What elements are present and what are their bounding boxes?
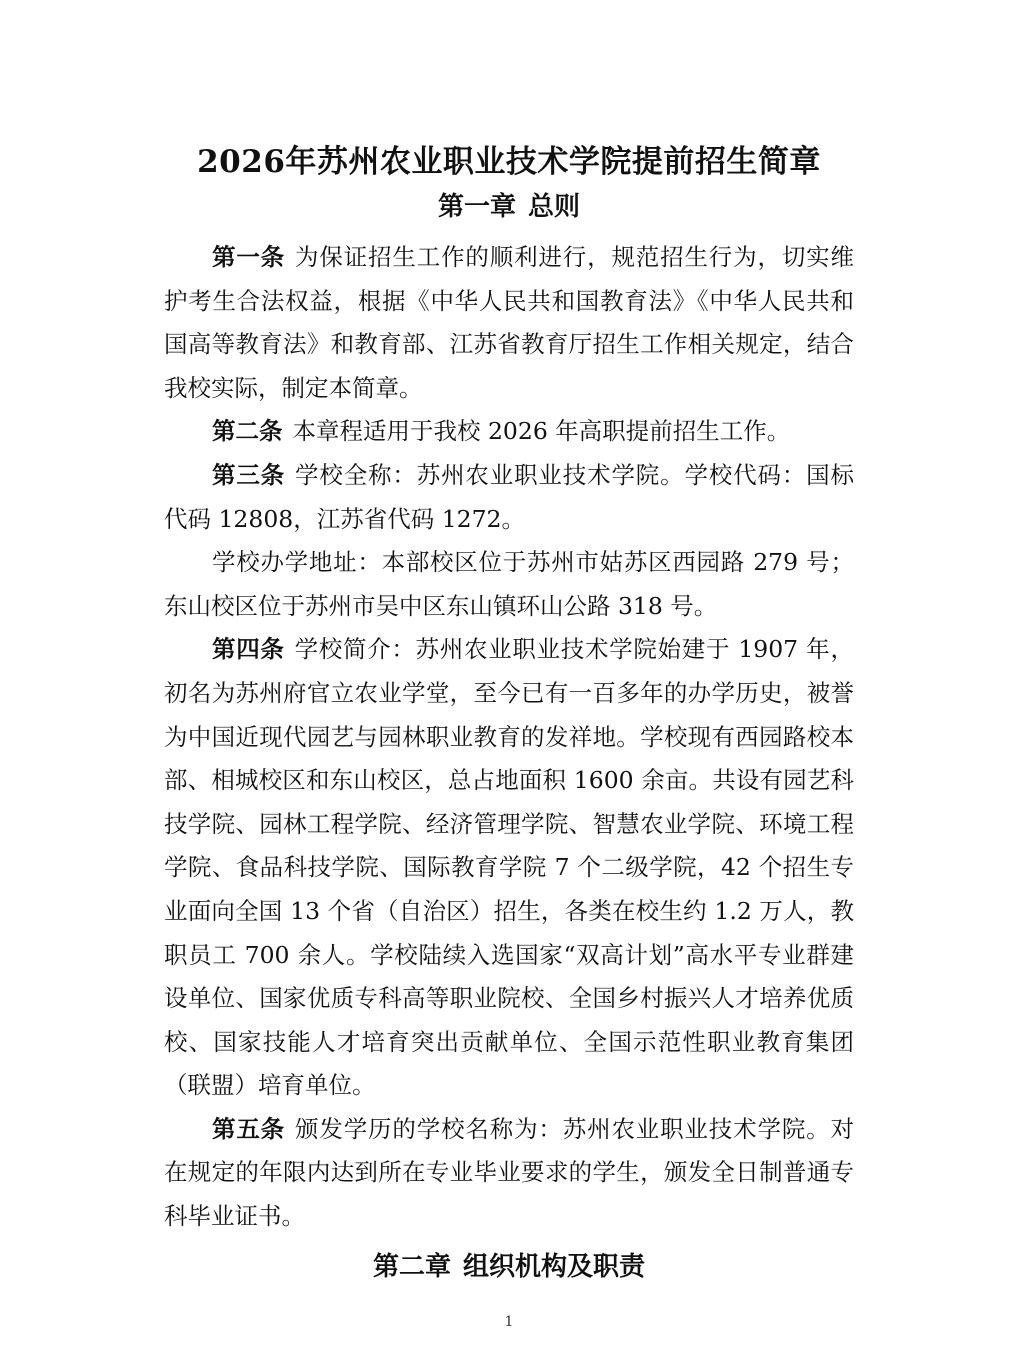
chapter-name: 总则 — [528, 192, 581, 222]
article-label: 第一条 — [212, 243, 286, 271]
article-paragraph — [164, 410, 854, 454]
chapter-heading-2 — [0, 1246, 1018, 1283]
document-body — [164, 236, 854, 1239]
article-label: 第三条 — [212, 460, 286, 489]
article-text: 颁发学历的学校名称为：苏州农业职业技术学院。对在规定的年限内达到所在专业毕业要求的学生，颁发全日制普通专科毕业证书。 — [164, 1114, 855, 1231]
article-paragraph — [164, 628, 854, 1108]
article-paragraph — [164, 236, 854, 410]
chapter-name: 组织机构及职责 — [463, 1252, 646, 1282]
article-label: 第二条 — [212, 417, 283, 446]
article-text: 本章程适用于我校 2026 年高职提前招生工作。 — [292, 417, 791, 446]
article-paragraph — [164, 1108, 854, 1239]
chapter-number: 第一章 — [437, 192, 516, 222]
chapter-number: 第二章 — [372, 1252, 451, 1282]
article-paragraph — [164, 454, 854, 541]
article-label: 第四条 — [212, 635, 285, 664]
chapter-heading-1 — [0, 186, 1018, 223]
article-text: 学校简介：苏州农业职业技术学院始建于 1907 年，初名为苏州府官立农业学堂，至今已有一百多年的办学历史，被誉为中国近现代园艺与园林职业教育的发祥地。学校现有西园路校本部、相城校区和东山校区，总占地面积 1600 余亩。共设有园艺科技学院、园林工程学院、经济管理学院、智慧农业学院、环境工程学院、食品科技学院、国际教育学院 7 个二级学院，42 个招生专业面向全国 13 个省（自治区）招生，各类在校生约 1.2 万人，教职员工 700 余人。学校陆续入选国家“双高计划”高水平专业群建设单位、国家优质专科高等职业院校、全国乡村振兴人才培养优质校、国家技能人才培育突出贡献单位、全国示范性职业教育集团（联盟）培育单位。 — [164, 635, 854, 1100]
article-text: 学校办学地址：本部校区位于苏州市姑苏区西园路 279 号；东山校区位于苏州市吴中区东山镇环山公路 318 号。 — [164, 548, 854, 620]
article-text: 为保证招生工作的顺利进行，规范招生行为，切实维护考生合法权益，根据《中华人民共和国教育法》《中华人民共和国高等教育法》和教育部、江苏省教育厅招生工作相关规定，结合我校实际，制定本简章。 — [164, 243, 855, 402]
document-title: 2026年苏州农业职业技术学院提前招生简章 — [197, 144, 821, 180]
article-text: 学校全称：苏州农业职业技术学院。学校代码：国标代码 12808，江苏省代码 1272。 — [164, 460, 855, 533]
page-number: 1 — [504, 1314, 514, 1330]
article-label: 第五条 — [212, 1114, 286, 1143]
article-paragraph — [164, 541, 854, 628]
